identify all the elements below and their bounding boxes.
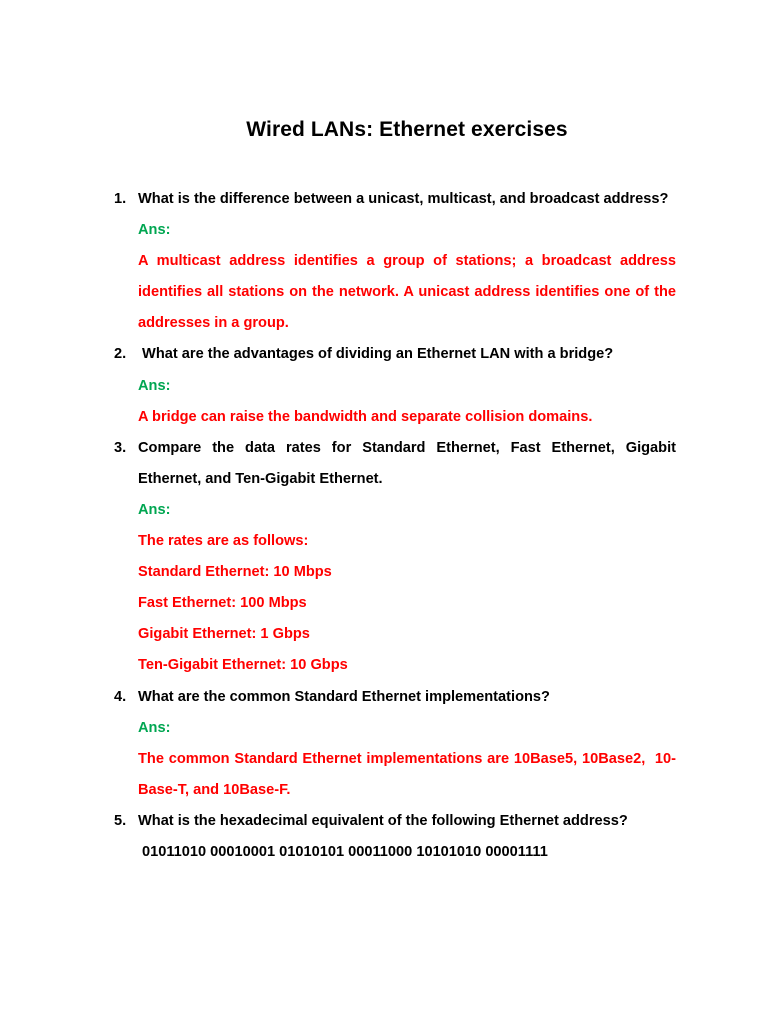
answer-line: The rates are as follows: (138, 533, 309, 550)
answer-line: Standard Ethernet: 10 Mbps (138, 564, 332, 581)
answer-text: A bridge can raise the bandwidth and separate collision domains. (138, 408, 593, 425)
exercise-list (114, 184, 676, 868)
answer-text: A multicast address identifies a group of stations; a broadcast address identifies all stations on the network. A unicast address identifies one of the addresses in a group. (138, 253, 676, 332)
answer-line: Fast Ethernet: 100 Mbps (138, 595, 307, 612)
question-number: 3. (114, 439, 127, 456)
answer-text: The common Standard Ethernet implementations are 10Base5, 10Base2, 10-Base-T, and 10Base-F. (138, 750, 676, 798)
question-text: Compare the data rates for Standard Ethernet, Fast Ethernet, Gigabit Ethernet, and Ten-Gigabit Ethernet. (138, 439, 676, 487)
question-text: What is the difference between a unicast, multicast, and broadcast address? (138, 191, 669, 207)
question-item-4 (114, 682, 676, 806)
answer-label: Ans: (138, 377, 171, 394)
question-item-2 (114, 339, 676, 432)
question-number: 1. (114, 191, 127, 207)
answer-label: Ans: (138, 501, 171, 518)
question-number: 4. (114, 688, 127, 705)
page-title: Wired LANs: Ethernet exercises (246, 118, 568, 141)
question-item-5 (114, 806, 676, 868)
answer-line: Ten-Gigabit Ethernet: 10 Gbps (138, 657, 348, 674)
binary-address: 01011010 00010001 01010101 00011000 10101010 00001111 (142, 843, 548, 860)
question-item-1 (114, 184, 676, 339)
question-text: What are the common Standard Ethernet implementations? (138, 688, 550, 705)
answer-label: Ans: (138, 222, 171, 239)
question-number: 5. (114, 812, 127, 829)
answer-label: Ans: (138, 719, 171, 736)
question-item-3 (114, 433, 676, 682)
question-number: 2. (114, 346, 127, 363)
question-text: What is the hexadecimal equivalent of the following Ethernet address? (138, 812, 628, 829)
answer-line: Gigabit Ethernet: 1 Gbps (138, 626, 310, 643)
question-text: What are the advantages of dividing an Ethernet LAN with a bridge? (138, 346, 614, 363)
